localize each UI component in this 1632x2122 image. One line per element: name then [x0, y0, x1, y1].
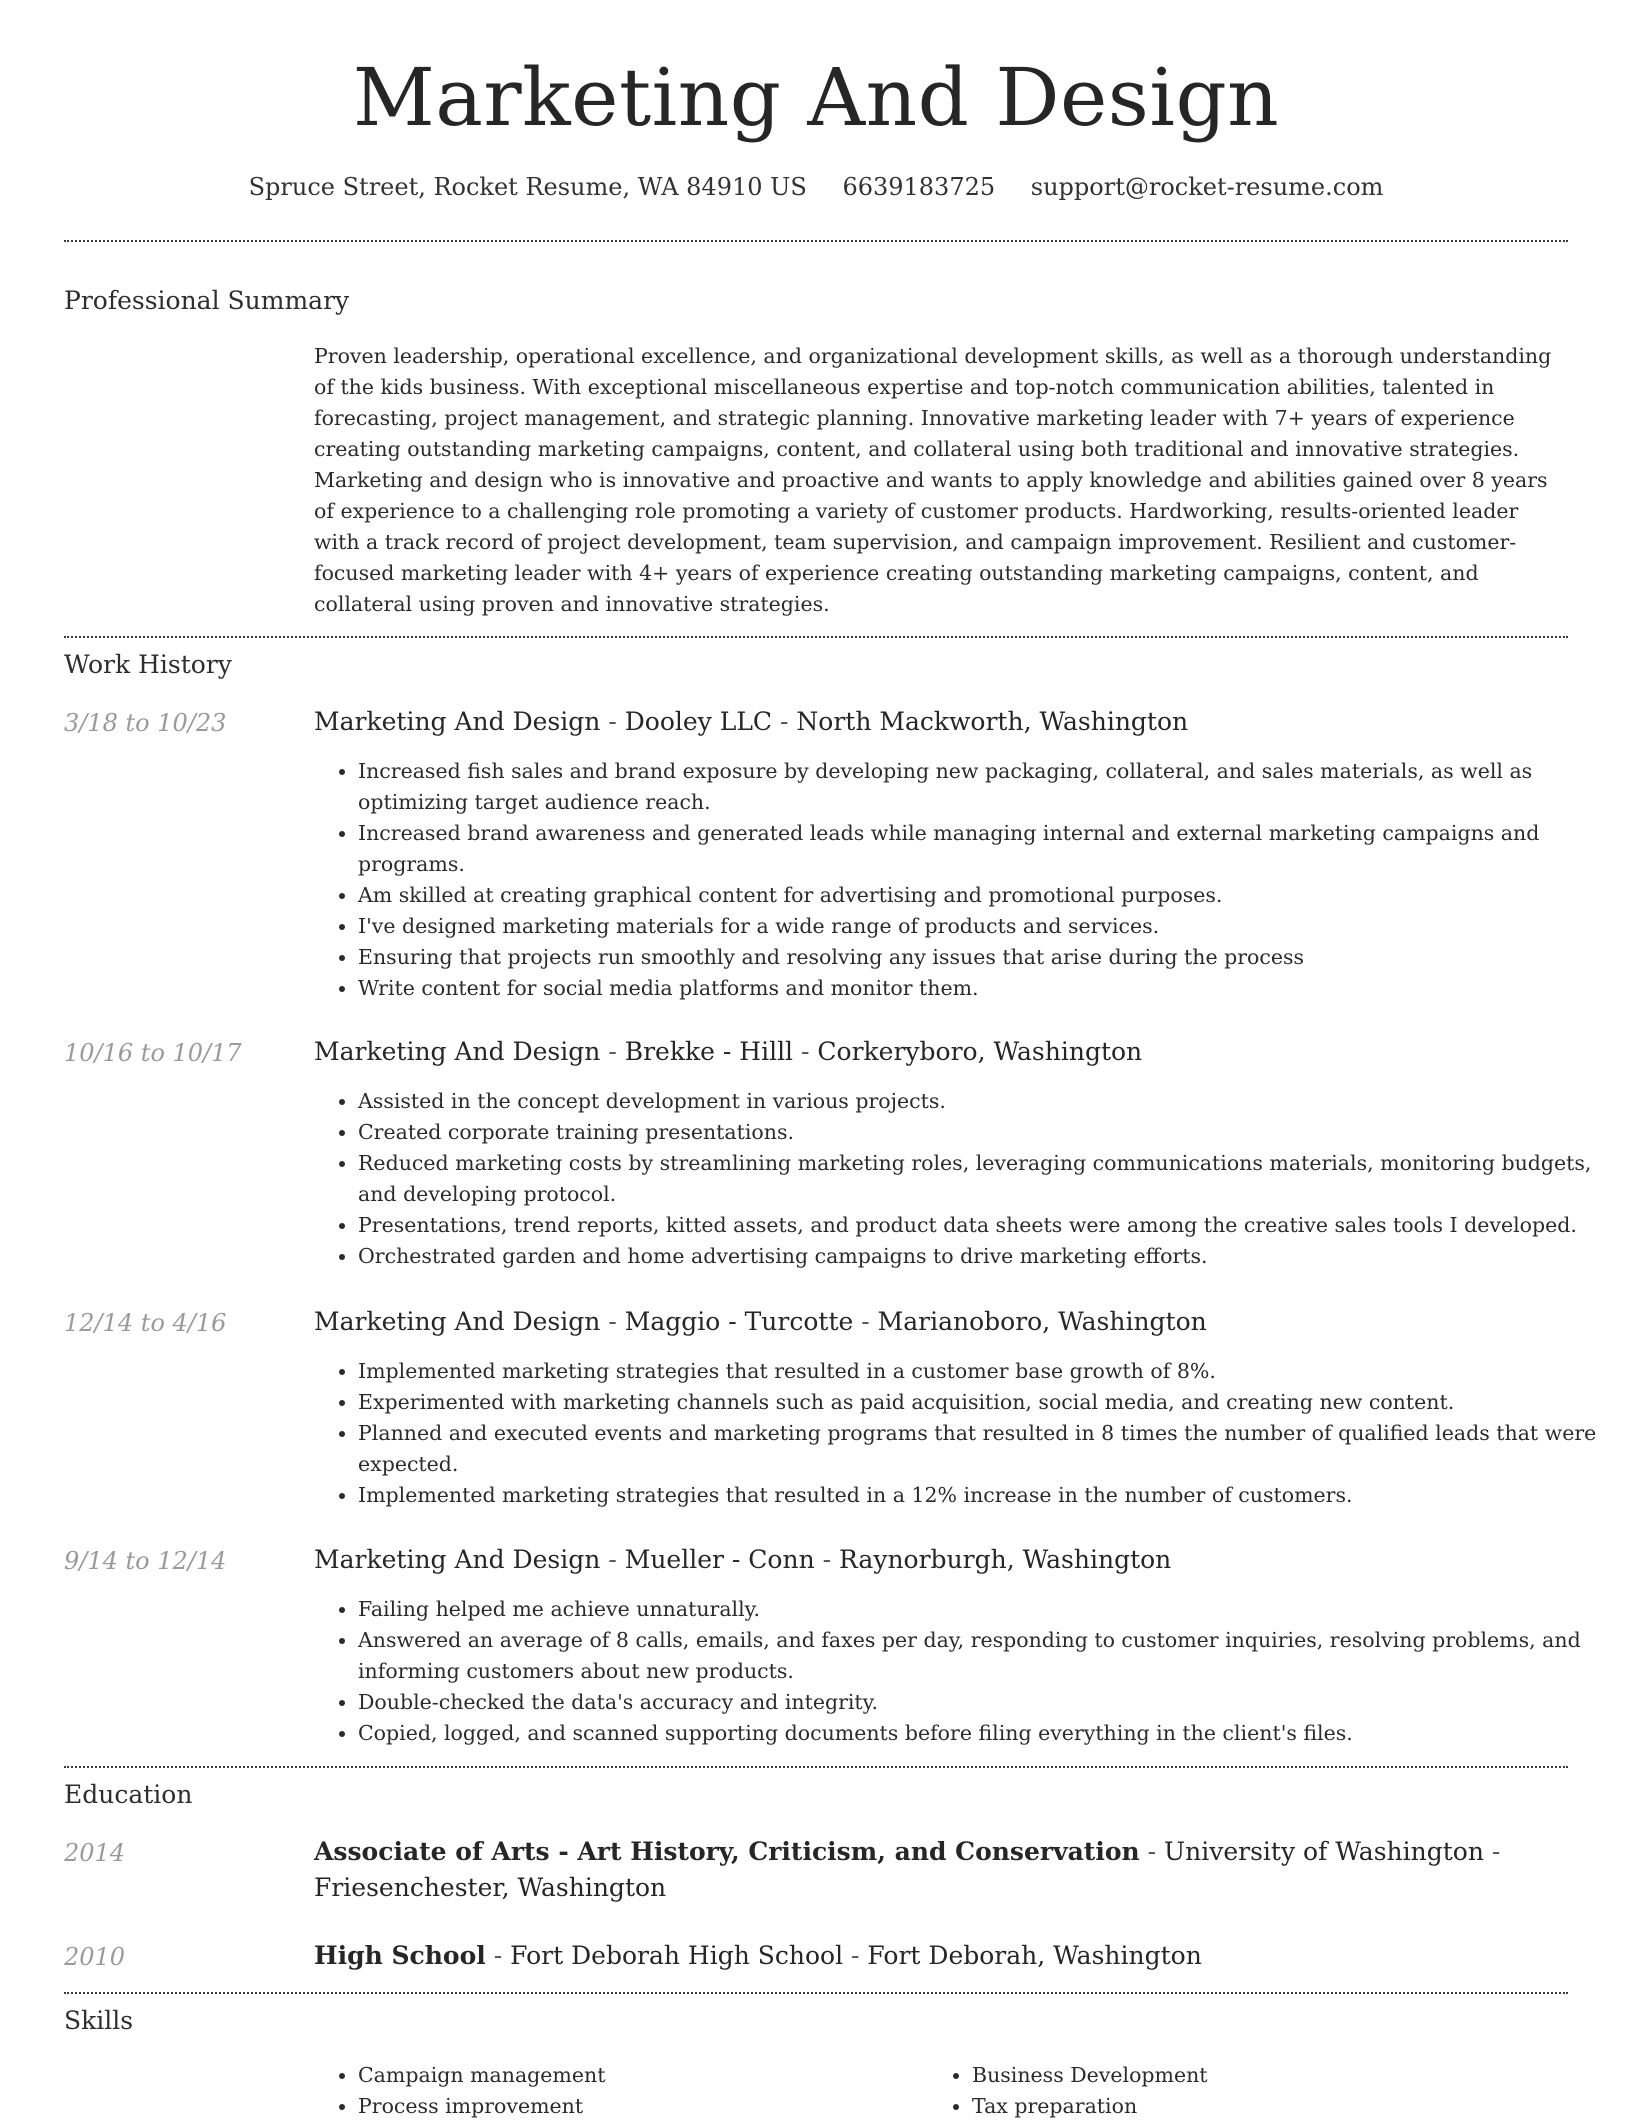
job-heading: Marketing And Design - Dooley LLC - North Mackworth, Washington [314, 707, 1189, 736]
job-location: Raynorburgh, Washington [839, 1545, 1172, 1574]
section-title-work: Work History [64, 650, 232, 679]
contact-line [0, 170, 1632, 204]
bullet-item: • Orchestrated garden and home advertising campaigns to drive marketing efforts. [358, 1241, 1614, 1272]
bullet-item: • Created corporate training presentations. [358, 1117, 1614, 1148]
divider [64, 636, 1568, 638]
job-heading: Marketing And Design - Brekke - Hilll - Corkeryboro, Washington [314, 1037, 1143, 1066]
job-company: Dooley LLC [624, 707, 773, 736]
bullet-item: • Increased brand awareness and generated leads while managing internal and external marketing campaigns and programs. [358, 818, 1614, 880]
education-degree: High School [314, 1941, 486, 1970]
job-dates: 9/14 to 12/14 [64, 1547, 227, 1575]
job-role: Marketing And Design [314, 707, 601, 736]
job-company: Mueller - Conn [624, 1545, 815, 1574]
job-bullets [314, 1356, 1614, 1511]
job-role: Marketing And Design [314, 1307, 601, 1336]
bullet-item: • Increased fish sales and brand exposure by developing new packaging, collateral, and sales materials, as well as optimizing target audience reach. [358, 756, 1614, 818]
bullet-item: • Implemented marketing strategies that resulted in a customer base growth of 8%. [358, 1356, 1614, 1387]
bullet-item: • Double-checked the data's accuracy and integrity. [358, 1687, 1614, 1718]
skill-item: • Business Development [972, 2060, 1532, 2091]
bullet-item: • Experimented with marketing channels such as paid acquisition, social media, and creating new content. [358, 1387, 1614, 1418]
resume-name: Marketing And Design [352, 51, 1280, 144]
job-role: Marketing And Design [314, 1545, 601, 1574]
skill-item: • Tax preparation [972, 2091, 1532, 2122]
bullet-item: • Assisted in the concept development in various projects. [358, 1086, 1614, 1117]
skills-list-right [928, 2060, 1532, 2122]
job-dates: 10/16 to 10/17 [64, 1039, 242, 1067]
job-heading: Marketing And Design - Mueller - Conn - Raynorburgh, Washington [314, 1545, 1172, 1574]
education-year: 2014 [64, 1839, 126, 1867]
job-bullets [314, 1594, 1614, 1749]
job-bullets [314, 1086, 1614, 1272]
section-title-education: Education [64, 1780, 193, 1809]
contact-email: support@rocket-resume.com [1030, 173, 1384, 201]
job-role: Marketing And Design [314, 1037, 601, 1066]
job-dates: 12/14 to 4/16 [64, 1309, 227, 1337]
divider [64, 1766, 1568, 1768]
bullet-item: • Planned and executed events and marketing programs that resulted in 8 times the number of qualified leads that were expected. [358, 1418, 1614, 1480]
job-heading: Marketing And Design - Maggio - Turcotte - Marianoboro, Washington [314, 1307, 1207, 1336]
bullet-item: • Ensuring that projects run smoothly and resolving any issues that arise during the process [358, 942, 1614, 973]
contact-phone: 6639183725 [842, 173, 996, 201]
education-heading: High School - Fort Deborah High School - Fort Deborah, Washington [314, 1941, 1202, 1970]
education-year: 2010 [64, 1943, 126, 1971]
job-location: Corkeryboro, Washington [817, 1037, 1143, 1066]
bullet-item: • Failing helped me achieve unnaturally. [358, 1594, 1614, 1625]
divider [64, 1992, 1568, 1994]
skill-item: • Campaign management [358, 2060, 918, 2091]
summary-text: Proven leadership, operational excellence, and organizational development skills, as well as a thorough understanding of the kids business. With exceptional miscellaneous expertise and top-notch communication abilities, talented in forecasting, project management, and strategic planning. Innovative marketing leader with 7+ years of experience creating outstanding marketing campaigns, content, and collateral using both traditional and innovative strategies. Marketing and design who is innovative and proactive and wants to apply knowledge and abilities gained over 8 years of experience to a challenging role promoting a variety of customer products. Hardworking, results-oriented leader with a track record of project development, team supervision, and campaign improvement. Resilient and customer-focused marketing leader with 4+ years of experience creating outstanding marketing campaigns, content, and collateral using proven and innovative strategies. [314, 344, 1552, 616]
education-school: Fort Deborah High School [510, 1941, 844, 1970]
section-title-skills: Skills [64, 2006, 134, 2035]
job-bullets [314, 756, 1614, 1004]
contact-address: Spruce Street, Rocket Resume, WA 84910 US [248, 173, 807, 201]
bullet-item: • I've designed marketing materials for a wide range of products and services. [358, 911, 1614, 942]
job-location: North Mackworth, Washington [796, 707, 1189, 736]
education-degree: Associate of Arts - Art History, Criticism, and Conservation [314, 1837, 1140, 1866]
education-heading: Associate of Arts - Art History, Criticism, and Conservation - University of Washington - Friesenchester, Washington [314, 1837, 1501, 1902]
education-location: Fort Deborah, Washington [867, 1941, 1202, 1970]
education-location: Friesenchester, Washington [314, 1873, 667, 1902]
bullet-item: • Implemented marketing strategies that resulted in a 12% increase in the number of customers. [358, 1480, 1614, 1511]
job-dates: 3/18 to 10/23 [64, 709, 227, 737]
job-location: Marianoboro, Washington [877, 1307, 1207, 1336]
job-company: Maggio - Turcotte [624, 1307, 854, 1336]
skills-list-left [314, 2060, 918, 2122]
divider [64, 240, 1568, 242]
bullet-item: • Answered an average of 8 calls, emails, and faxes per day, responding to customer inquiries, resolving problems, and informing customers about new products. [358, 1625, 1614, 1687]
bullet-item: • Am skilled at creating graphical content for advertising and promotional purposes. [358, 880, 1614, 911]
bullet-item: • Reduced marketing costs by streamlining marketing roles, leveraging communications materials, monitoring budgets, and developing protocol. [358, 1148, 1614, 1210]
bullet-item: • Write content for social media platforms and monitor them. [358, 973, 1614, 1004]
bullet-item: • Presentations, trend reports, kitted assets, and product data sheets were among the creative sales tools I developed. [358, 1210, 1614, 1241]
education-school: University of Washington [1164, 1837, 1484, 1866]
bullet-item: • Copied, logged, and scanned supporting documents before filing everything in the client's files. [358, 1718, 1614, 1749]
job-company: Brekke - Hilll [624, 1037, 794, 1066]
skill-item: • Process improvement [358, 2091, 918, 2122]
section-title-summary: Professional Summary [64, 286, 350, 315]
